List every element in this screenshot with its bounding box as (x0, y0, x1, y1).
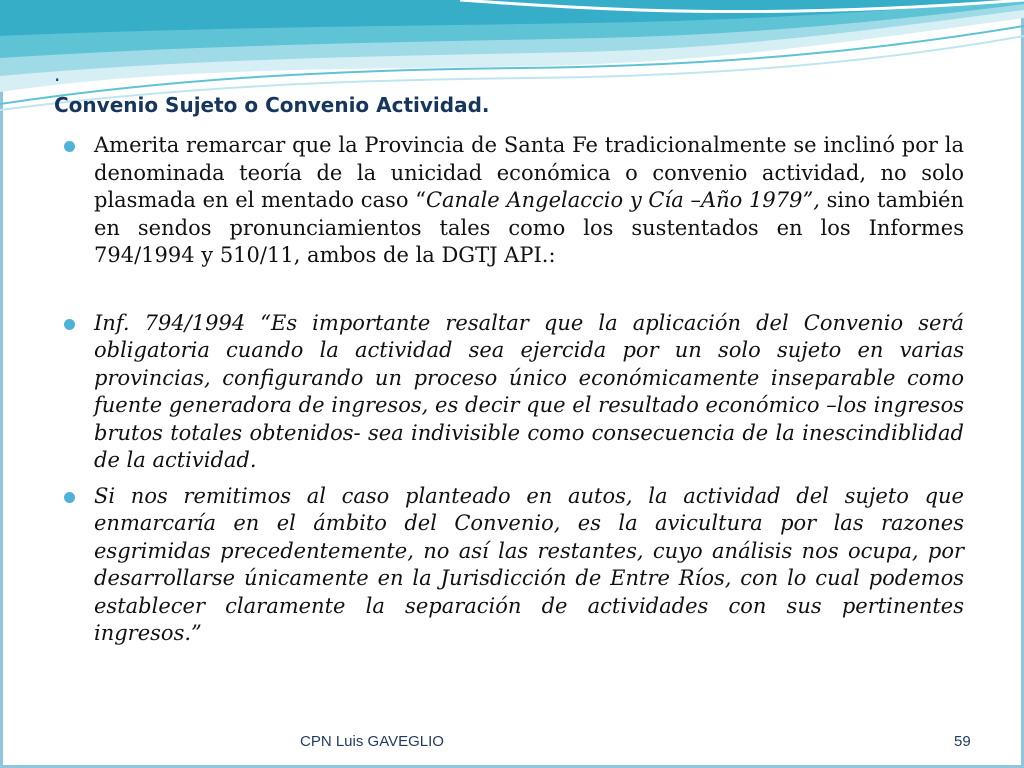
bullet-item-1 (64, 132, 964, 270)
bullet-item-2 (64, 310, 964, 475)
slide-body (64, 132, 964, 648)
bullet-2-text: Inf. 794/1994 “Es importante resaltar que la aplicación del Convenio será obligatoria cuando la actividad sea ejercida por un solo sujeto en varias provincias, configurando un proceso único económicamente inseparable como fuente generadora de ingresos, es decir que el resultado económico –los ingresos brutos totales obtenidos- sea indivisible como consecuencia de la inescindiblidad de la actividad. (94, 310, 964, 472)
bullet-item-3 (64, 483, 964, 648)
title-marker: . (54, 62, 61, 86)
bullet-1-text-a: Amerita remarcar que la Provincia de Santa Fe tradicionalmente se inclinó por la denominada teoría de la unicidad económica o convenio actividad, no solo plasmada en el mentado caso “ (94, 133, 964, 212)
bullet-icon (64, 492, 75, 503)
bullet-3-text: Si nos remitimos al caso planteado en autos, la actividad del sujeto que enmarcaría en el ámbito del Convenio, es la avicultura por las razones esgrimidas precedentemente, no así las restantes, cuyo análisis nos ocupa, por desarrollarse únicamente en la Jurisdicción de Entre Ríos, con lo cual podemos establecer claramente la separación de actividades con sus pertinentes ingresos.” (94, 483, 964, 645)
page-number: 59 (954, 733, 971, 750)
bullet-1-text-b: sino también en sendos pronunciamientos tales como los sustentados en los Informes 794/1994 y 510/11, ambos de la DGTJ API.: (94, 188, 964, 267)
bullet-icon (64, 141, 75, 152)
bullet-icon (64, 319, 75, 330)
slide-title: Convenio Sujeto o Convenio Actividad. (54, 93, 490, 117)
footer-author: CPN Luis GAVEGLIO (300, 733, 444, 750)
bullet-1-case-name: Canale Angelaccio y Cía –Año 1979”, (425, 188, 820, 212)
